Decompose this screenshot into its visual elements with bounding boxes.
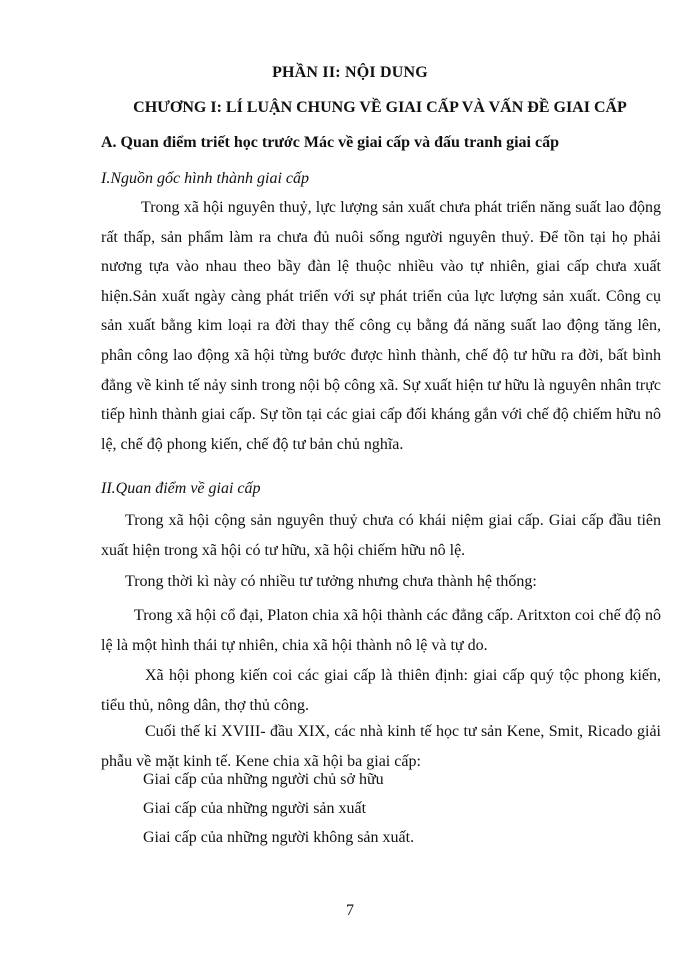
section-2-paragraph-2: Trong thời kì này có nhiều tư tưởng nhưng chưa thành hệ thống: <box>125 573 537 590</box>
section-1-paragraph: Trong xã hội nguyên thuỷ, lực lượng sản xuất chưa phát triển năng suất lao động rất thấp, sản phẩm làm ra chưa đủ nuôi sống người nguyên thuỷ. Để tồn tại họ phải nương tựa vào nhau theo bầy đàn lệ thuộc nhiều vào tự nhiên, giai cấp chưa xuất hiện.Sản xuất ngày càng phát triển với sự phát triển của lực lượng sản xuất. Công cụ sản xuất bằng kim loại ra đời thay thế công cụ bằng đá năng suất lao động tăng lên, phân công lao động xã hội từng bước được hình thành, chế độ tư hữu ra đời, bất bình đẳng về kinh tế nảy sinh trong nội bộ công xã. Sự xuất hiện tư hữu là nguyên nhân trực tiếp hình thành giai cấp. Sự tồn tại các giai cấp đối kháng gắn với chế độ chiếm hữu nô lệ, chế độ phong kiến, chế độ tư bản chủ nghĩa. <box>101 199 661 453</box>
section-2-paragraph-3: Trong xã hội cổ đại, Platon chia xã hội thành các đẳng cấp. Aritxton coi chế độ nô lệ là một hình thái tự nhiên, chia xã hội thành nô lệ và tự do. <box>101 607 661 654</box>
class-list-item: Giai cấp của những người chủ sở hữu <box>143 771 384 788</box>
page-number: 7 <box>346 902 354 919</box>
section-2-paragraph-1: Trong xã hội cộng sản nguyên thuỷ chưa có khái niệm giai cấp. Giai cấp đầu tiên xuất hiện trong xã hội có tư hữu, xã hội chiếm hữu nô lệ. <box>101 512 661 559</box>
chapter-title: CHƯƠNG I: LÍ LUẬN CHUNG VỀ GIAI CẤP VÀ VẤN ĐỀ GIAI CẤP <box>133 99 627 116</box>
class-list-item: Giai cấp của những người sản xuất <box>143 800 367 817</box>
section-1-heading: I.Nguồn gốc hình thành giai cấp <box>101 170 309 187</box>
section-a-heading: A. Quan điểm triết học trước Mác về giai cấp và đấu tranh giai cấp <box>101 134 559 151</box>
section-2-heading: II.Quan điểm về giai cấp <box>101 480 261 497</box>
part-title: PHẦN II: NỘI DUNG <box>272 64 428 81</box>
section-2-paragraph-5: Cuối thế kỉ XVIII- đầu XIX, các nhà kinh tế học tư sản Kene, Smit, Ricado giải phẫu về mặt kinh tế. Kene chia xã hội ba giai cấp: <box>101 723 661 770</box>
class-list-item: Giai cấp của những người không sản xuất. <box>143 829 415 846</box>
section-2-paragraph-4: Xã hội phong kiến coi các giai cấp là thiên định: giai cấp quý tộc phong kiến, tiểu thủ, nông dân, thợ thủ công. <box>101 667 661 714</box>
